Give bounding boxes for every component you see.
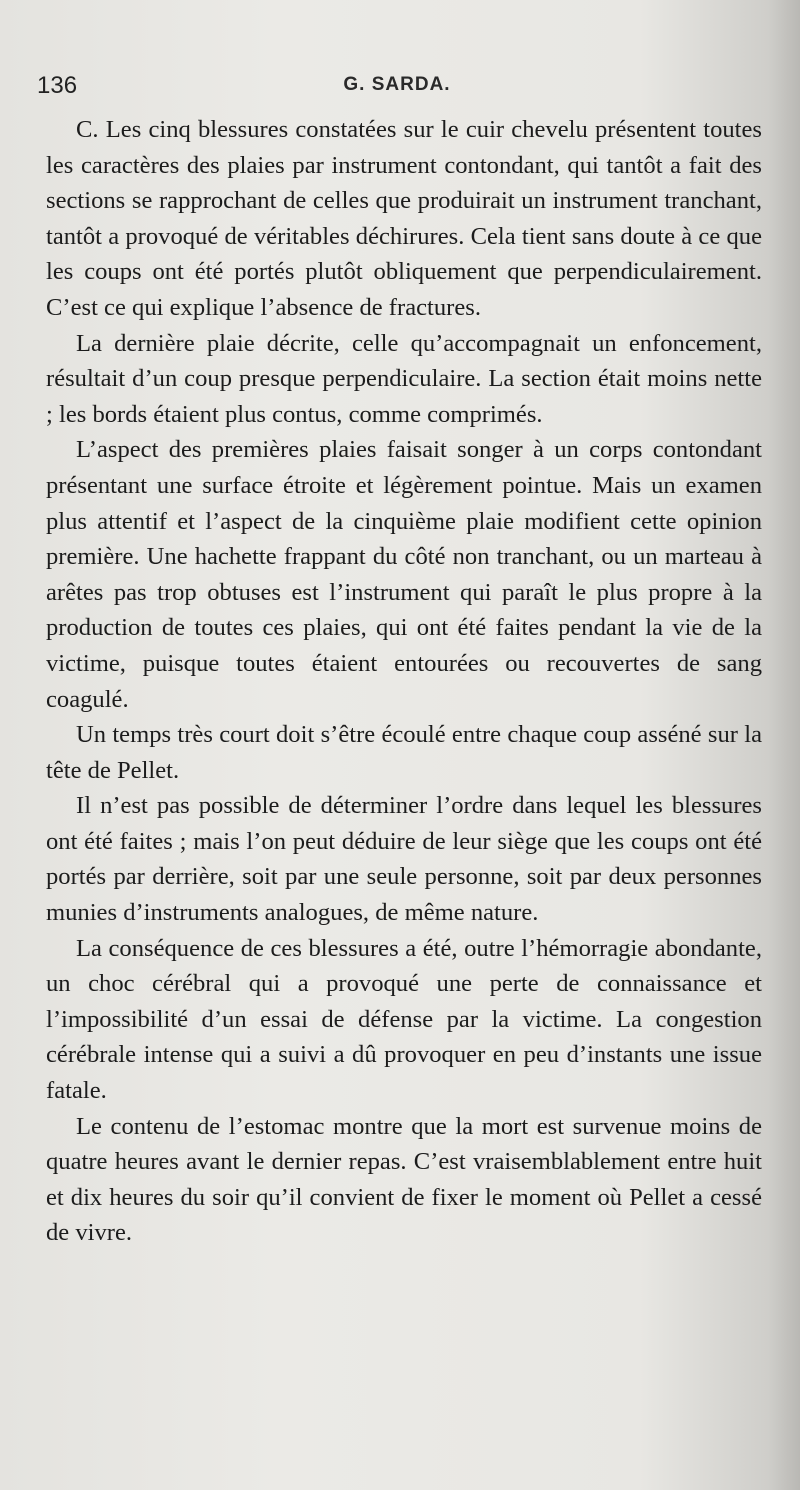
paragraph: Le contenu de l’estomac montre que la mort est survenue moins de quatre heures avant le dernier repas. C’est vraisemblablement entre huit et dix heures du soir qu’il convient de fixer le moment où Pellet a cessé de vivre. [46, 1112, 762, 1247]
paragraph: L’aspect des premières plaies faisait songer à un corps contondant présentant une surface étroite et légèrement pointue. Mais un examen plus attentif et l’aspect de la cinquième plaie modifient cette opinion première. Une hachette frappant du côté non tranchant, ou un marteau à arêtes pas trop obtuses est l’instrument qui paraît le plus propre à la production de toutes ces plaies, qui ont été faites pendant la vie de la victime, puisque toutes étaient entourées ou recouvertes de sang coagulé. [46, 436, 762, 713]
paragraph: La conséquence de ces blessures a été, outre l’hémorragie abondante, un choc cérébral qui a provoqué une perte de connaissance et l’impossibilité d’un essai de défense par la victime. La congestion cérébrale intense qui a suivi a dû provoquer en peu d’instants une issue fatale. [46, 934, 762, 1105]
paragraph: C. Les cinq blessures constatées sur le cuir chevelu présentent toutes les caractères des plaies par instrument contondant, qui tantôt a fait des sections se rapprochant de celles que produirait un instrument tranchant, tantôt a provoqué de véritables déchirures. Cela tient sans doute à ce que les coups ont été portés plutôt obliquement que perpendiculairement. C’est ce qui explique l’absence de fractures. [46, 116, 762, 321]
paragraph: Un temps très court doit s’être écoulé entre chaque coup asséné sur la tête de Pellet. [46, 721, 762, 784]
body-text [46, 112, 762, 1251]
paragraph: La dernière plaie décrite, celle qu’accompagnait un enfoncement, résultait d’un coup presque perpendiculaire. La section était moins nette ; les bords étaient plus contus, comme comprimés. [46, 329, 762, 428]
page-number: 136 [37, 72, 78, 99]
running-head: G. SARDA. [343, 74, 451, 95]
page-header [37, 70, 757, 104]
paragraph: Il n’est pas possible de déterminer l’ordre dans lequel les blessures ont été faites ; mais l’on peut déduire de leur siège que les coups ont été portés par derrière, soit par une seule personne, soit par deux personnes munies d’instruments analogues, de même nature. [46, 792, 762, 927]
